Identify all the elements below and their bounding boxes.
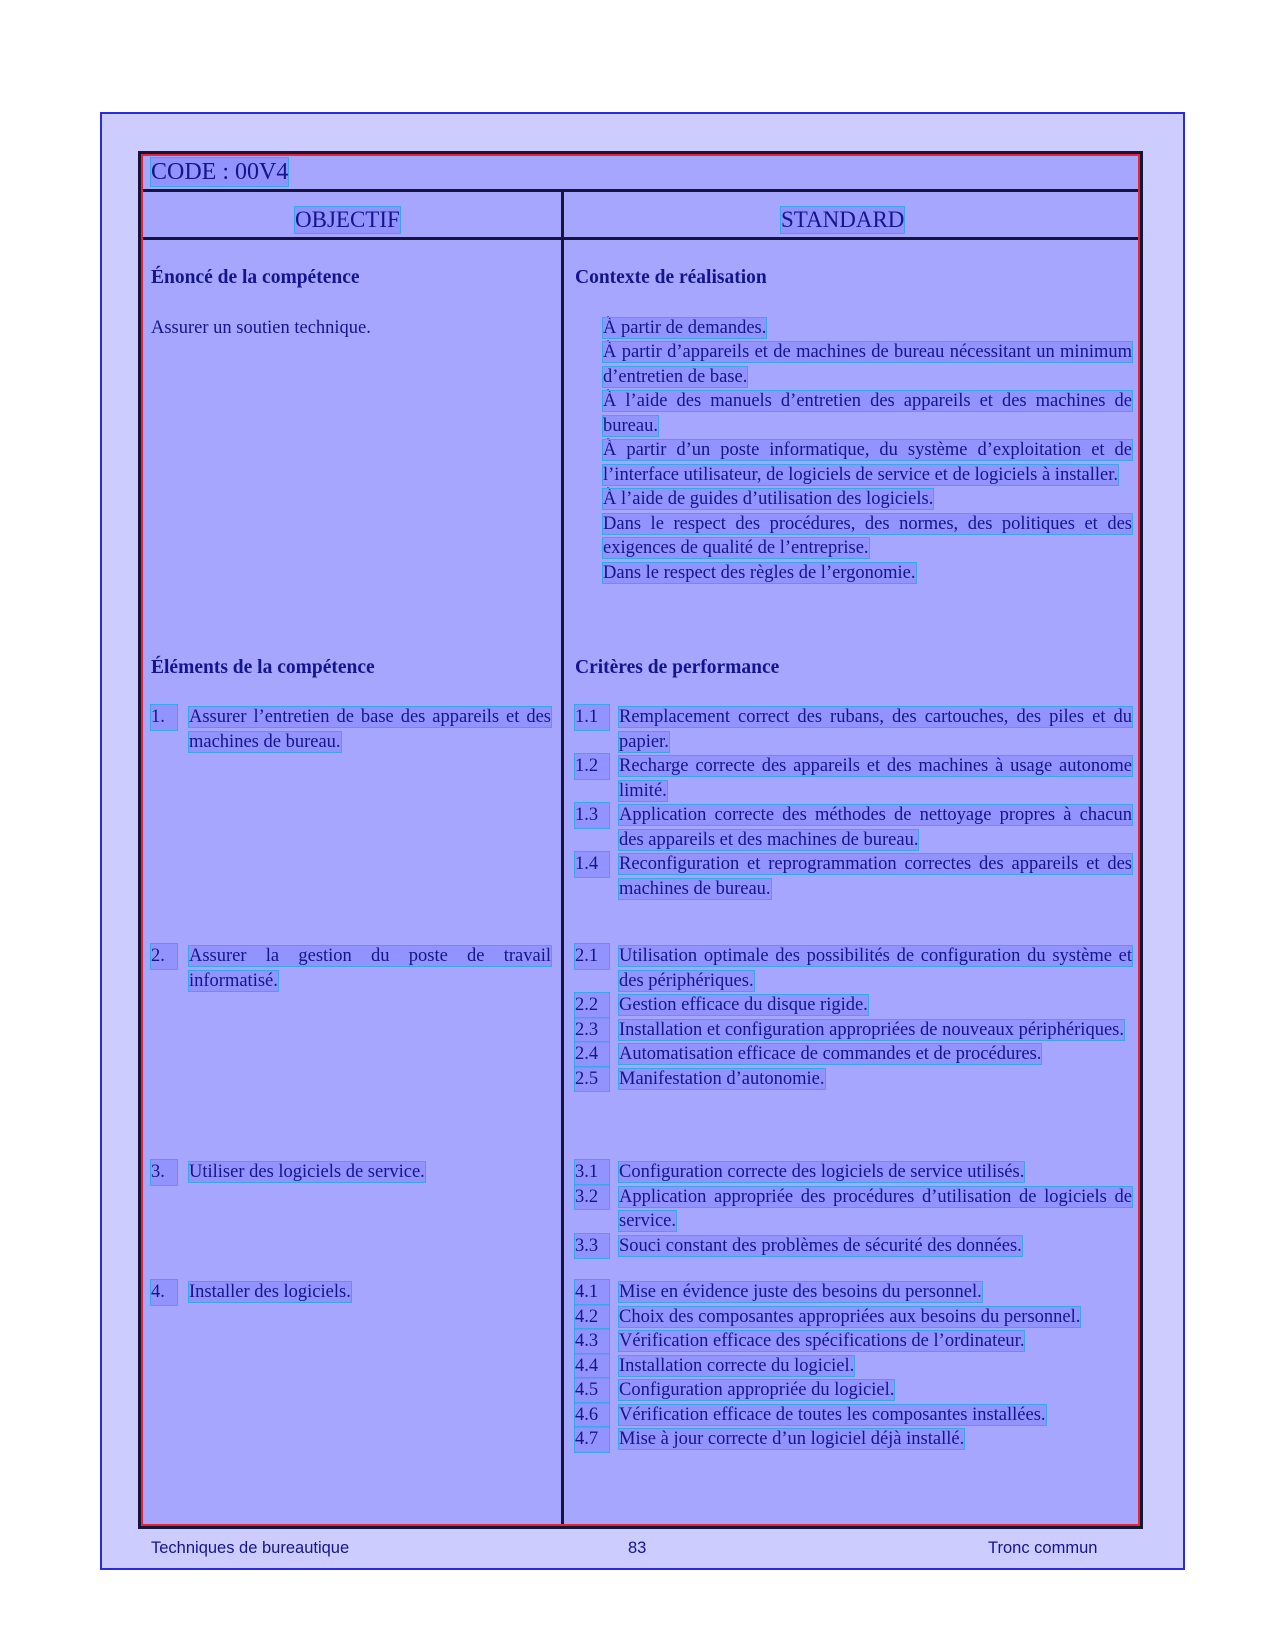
criterion-number: 4.3 xyxy=(575,1329,609,1354)
criterion-number: 4.7 xyxy=(575,1427,609,1452)
contexte-item xyxy=(575,561,1132,586)
criteria-group xyxy=(575,944,1132,1091)
column-header-divider xyxy=(141,237,1140,240)
criterion-number: 2.1 xyxy=(575,944,609,969)
criterion-number: 1.2 xyxy=(575,754,609,779)
criterion-text: Installation et configuration appropriées de nouveaux périphériques. xyxy=(619,1019,1124,1040)
criterion-number: 2.5 xyxy=(575,1067,609,1092)
code-title: CODE : 00V4 xyxy=(151,159,289,185)
element-group xyxy=(151,1160,551,1185)
criterion-item xyxy=(575,1354,1132,1379)
criteria-group xyxy=(575,1280,1132,1452)
criterion-number: 3.3 xyxy=(575,1234,609,1259)
contexte-item xyxy=(575,316,1132,341)
criterion-item xyxy=(575,754,1132,803)
elements-title: Éléments de la compétence xyxy=(151,657,375,678)
criterion-item xyxy=(575,852,1132,901)
criterion-text: Utilisation optimale des possibilités de configuration du système et des périphériques. xyxy=(619,946,1132,991)
criterion-number: 4.4 xyxy=(575,1354,609,1379)
criterion-text: Configuration appropriée du logiciel. xyxy=(619,1380,895,1400)
standard-header: STANDARD xyxy=(781,207,905,232)
header-divider xyxy=(141,189,1140,192)
criterion-text: Vérification efficace des spécifications de l’ordinateur. xyxy=(619,1331,1025,1351)
criteres-title: Critères de performance xyxy=(575,657,780,678)
criterion-text: Remplacement correct des rubans, des cartouches, des piles et du papier. xyxy=(619,707,1132,752)
criterion-number: 4.6 xyxy=(575,1403,609,1428)
contexte-item-text: À partir de demandes. xyxy=(603,317,767,338)
criterion-text: Mise à jour correcte d’un logiciel déjà installé. xyxy=(619,1429,965,1449)
criterion-item xyxy=(575,1378,1132,1403)
criterion-number: 2.4 xyxy=(575,1042,609,1067)
element-text: Assurer l’entretien de base des appareils et des machines de bureau. xyxy=(189,707,551,752)
element-text: Assurer la gestion du poste de travail informatisé. xyxy=(189,946,551,991)
criterion-text: Application correcte des méthodes de nettoyage propres à chacun des appareils et des machines de bureau. xyxy=(619,805,1132,850)
criterion-item xyxy=(575,1234,1132,1259)
criterion-text: Vérification efficace de toutes les composantes installées. xyxy=(619,1404,1046,1425)
criterion-text: Configuration correcte des logiciels de service utilisés. xyxy=(619,1162,1025,1182)
element-item xyxy=(151,1160,551,1185)
criterion-number: 4.1 xyxy=(575,1280,609,1305)
contexte-title: Contexte de réalisation xyxy=(575,267,767,288)
criterion-item xyxy=(575,1427,1132,1452)
enonce-text: Assurer un soutien technique. xyxy=(151,317,371,338)
footer-section: Tronc commun xyxy=(988,1539,1098,1557)
criterion-text: Reconfiguration et reprogrammation correctes des appareils et des machines de bureau. xyxy=(619,854,1132,899)
criterion-number: 3.2 xyxy=(575,1185,609,1210)
footer-page-number: 83 xyxy=(628,1539,647,1557)
element-item xyxy=(151,705,551,754)
element-number: 2. xyxy=(151,944,177,969)
element-item xyxy=(151,1280,551,1305)
criterion-item xyxy=(575,1067,1132,1092)
criterion-item xyxy=(575,1280,1132,1305)
element-number: 4. xyxy=(151,1280,177,1305)
criterion-text: Recharge correcte des appareils et des machines à usage autonome limité. xyxy=(619,756,1132,801)
criterion-item xyxy=(575,1305,1132,1330)
contexte-list xyxy=(575,316,1132,586)
element-number: 1. xyxy=(151,705,177,730)
enonce-title: Énoncé de la compétence xyxy=(151,267,360,288)
criterion-item xyxy=(575,993,1132,1018)
criterion-text: Mise en évidence juste des besoins du personnel. xyxy=(619,1282,982,1302)
criterion-number: 2.2 xyxy=(575,993,609,1018)
criterion-item xyxy=(575,1329,1132,1354)
criterion-number: 1.4 xyxy=(575,852,609,877)
element-text: Utiliser des logiciels de service. xyxy=(189,1162,425,1182)
criterion-number: 4.5 xyxy=(575,1378,609,1403)
footer-program: Techniques de bureautique xyxy=(151,1539,350,1557)
criterion-text: Gestion efficace du disque rigide. xyxy=(619,995,868,1015)
criterion-text: Souci constant des problèmes de sécurité des données. xyxy=(619,1235,1022,1256)
criteria-group xyxy=(575,1160,1132,1258)
column-divider xyxy=(561,192,564,1526)
element-group xyxy=(151,944,551,993)
element-group xyxy=(151,1280,551,1305)
contexte-item-text: À l’aide de guides d’utilisation des logiciels. xyxy=(603,489,934,509)
criterion-item xyxy=(575,944,1132,993)
criterion-number: 1.3 xyxy=(575,803,609,828)
contexte-item-text: À partir d’appareils et de machines de bureau nécessitant un minimum d’entretien de base. xyxy=(603,342,1132,387)
criterion-number: 1.1 xyxy=(575,705,609,730)
element-group xyxy=(151,705,551,754)
criterion-text: Installation correcte du logiciel. xyxy=(619,1355,855,1376)
criterion-item xyxy=(575,1018,1132,1043)
criteria-group xyxy=(575,705,1132,901)
criterion-item xyxy=(575,803,1132,852)
criterion-number: 2.3 xyxy=(575,1018,609,1043)
contexte-item xyxy=(575,340,1132,389)
criterion-text: Automatisation efficace de commandes et de procédures. xyxy=(619,1044,1042,1064)
criterion-text: Application appropriée des procédures d’utilisation de logiciels de service. xyxy=(619,1186,1132,1231)
element-text: Installer des logiciels. xyxy=(189,1282,351,1302)
element-number: 3. xyxy=(151,1160,177,1185)
criterion-text: Choix des composantes appropriées aux besoins du personnel. xyxy=(619,1306,1081,1327)
contexte-item xyxy=(575,487,1132,512)
criterion-item xyxy=(575,1160,1132,1185)
criterion-text: Manifestation d’autonomie. xyxy=(619,1068,825,1089)
criterion-item xyxy=(575,1403,1132,1428)
contexte-item-text: Dans le respect des règles de l’ergonomie. xyxy=(603,562,916,583)
contexte-item xyxy=(575,389,1132,438)
objectif-header: OBJECTIF xyxy=(295,207,400,232)
contexte-item-text: À l’aide des manuels d’entretien des appareils et des machines de bureau. xyxy=(603,391,1132,436)
criterion-number: 3.1 xyxy=(575,1160,609,1185)
contexte-item xyxy=(575,438,1132,487)
criterion-item xyxy=(575,1042,1132,1067)
criterion-item xyxy=(575,1185,1132,1234)
contexte-item-text: À partir d’un poste informatique, du système d’exploitation et de l’interface utilisateur, de logiciels de service et de logiciels à installer. xyxy=(603,440,1132,485)
element-item xyxy=(151,944,551,993)
criterion-item xyxy=(575,705,1132,754)
criterion-number: 4.2 xyxy=(575,1305,609,1330)
contexte-item-text: Dans le respect des procédures, des normes, des politiques et des exigences de qualité de l’entreprise. xyxy=(603,513,1132,558)
contexte-item xyxy=(575,512,1132,561)
